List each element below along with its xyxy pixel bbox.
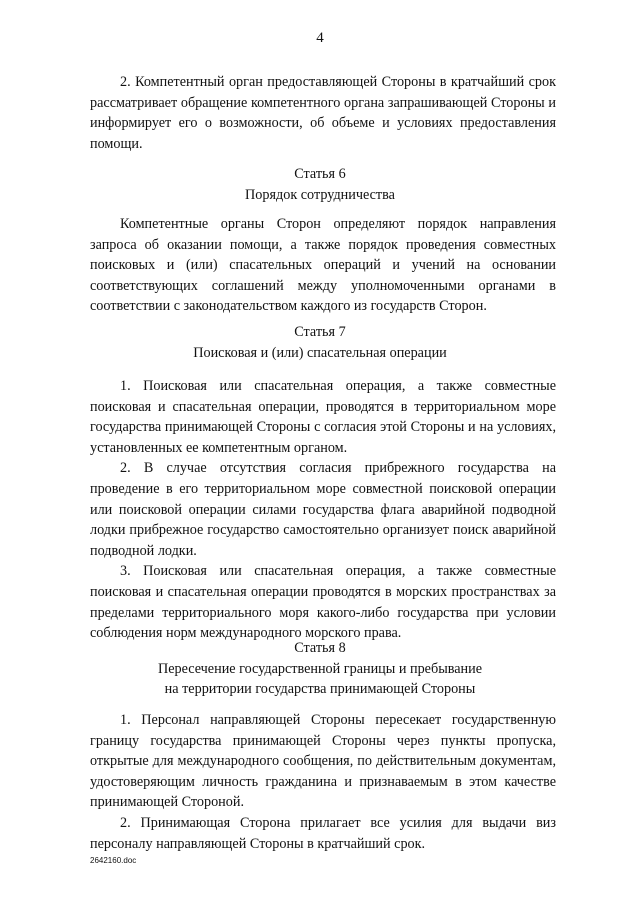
paragraph-text: 2. Компетентный орган предоставляющей Стороны в кратчайший срок рассматривает обращение компетентного органа запрашивающей Стороны и информирует его о возможности, об объеме и условиях предоставления помощи. — [90, 74, 556, 152]
article-6-subtitle: Порядок сотрудничества — [245, 186, 395, 203]
article-8-paragraph-2: 2. Принимающая Сторона прилагает все усилия для выдачи виз персоналу направляющей Стороны в кратчайший срок. — [90, 814, 556, 852]
article-7-heading — [60, 322, 580, 363]
article-8-subtitle-line-2: на территории государства принимающей Стороны — [164, 681, 476, 698]
article-8-title: Статья 8 — [294, 640, 346, 656]
article-7-title: Статья 7 — [294, 324, 346, 340]
article-6-paragraph: Компетентные органы Сторон определяют порядок направления запроса об оказании помощи, а также порядок проведения совместных поисковых и (или) спасательных операций и учений на основании соответствующих соглашений между уполномоченными органами в соответствии с законодательством каждого из государств Сторон. — [90, 216, 556, 315]
article-6-heading — [60, 164, 580, 205]
file-name-footer: 2642160.doc — [90, 856, 137, 865]
article-6-body — [90, 214, 556, 317]
article-8-subtitle-line-1: Пересечение государственной границы и пребывание — [157, 660, 483, 677]
article-8-body — [90, 710, 556, 854]
article-7-paragraph-3: 3. Поисковая или спасательная операция, а также совместные поисковая и спасательная операции проводятся в морских пространствах за пределами территориального моря какого-либо государства при условии соблюдения норм международного морского права. — [90, 563, 556, 642]
article-7-paragraph-1: 1. Поисковая или спасательная операция, а также совместные поисковая и спасательная операции, проводятся в территориальном море государства принимающей Стороны с согласия этой Стороны и на условиях, установленных ее компетентным органом. — [90, 378, 556, 456]
article-6-title: Статья 6 — [294, 166, 346, 182]
paragraph-2 — [90, 72, 556, 154]
article-7-body — [90, 376, 556, 644]
article-7-subtitle: Поисковая и (или) спасательная операции — [193, 344, 447, 361]
page-number: 4 — [316, 30, 324, 46]
article-8-heading — [60, 638, 580, 700]
article-8-paragraph-1: 1. Персонал направляющей Стороны пересекает государственную границу государства принимающей Стороны через пункты пропуска, открытые для международного сообщения, по действительным документам, удостоверяющим личность гражданина и признаваемым в этом качестве принимающей Стороной. — [90, 712, 556, 811]
article-7-paragraph-2: 2. В случае отсутствия согласия прибрежного государства на проведение в его территориальном море совместной поисковой операции или поисковой операции силами государства флага аварийной подводной лодки прибрежное государство самостоятельно организует поиск аварийной подводной лодки. — [90, 460, 556, 559]
